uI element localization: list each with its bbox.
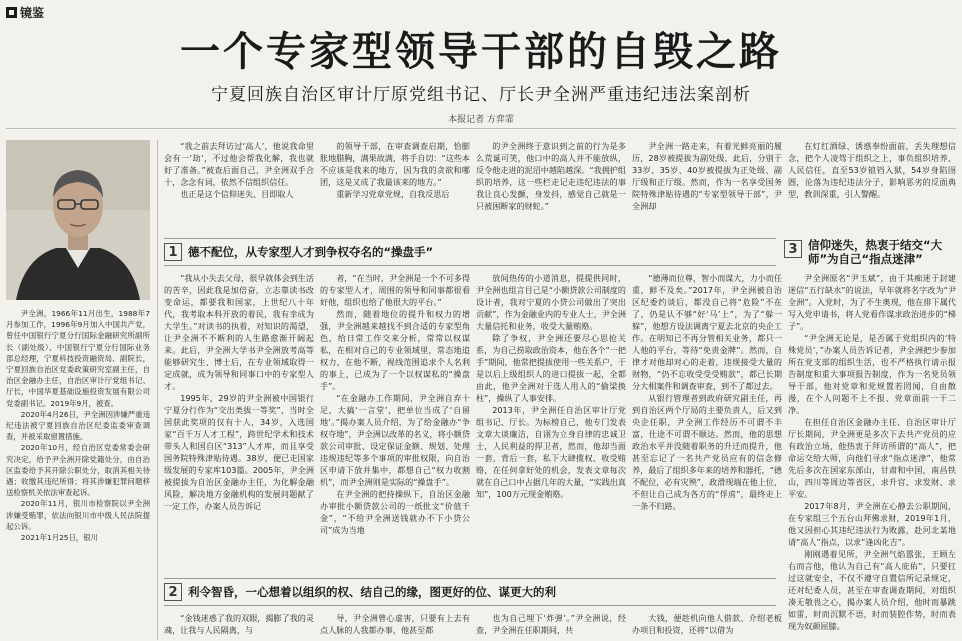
intro-paragraph: 重新学习党章党规，自我反思后 [336,189,450,199]
bio-paragraph: 尹全洲，1966年11月出生，1988年7月参加工作，1996年9月加入中国共产党，曾任中国银行宁夏分行国际金融研究所副所长（副处级）、中国银行宁夏分行国际业务部总经理，宁夏科技投资融资局、副院长，宁夏回族自治区党委政策研究室副主任，自治区金融办主任，自治区审计厅党组书记、厅长，中国华夏基础设施投资发展有限公司党委副书记。2019年9月，被查。 [6,309,150,408]
intro-column-5 [788,140,956,236]
body-paragraph: 导，尹全洲曾心虚害，只要有上去有点人脉的人我都办事，他甚至都 [320,613,470,635]
section-number: 1 [164,243,182,261]
section-mark-icon [6,7,17,18]
section-title: 德不配位，从专家型人才到争权夺名的“操盘手” [188,245,434,259]
body-paragraph: “德薄而位尊，智小而谋大，力小而任重，鲜不及矣。”2017年，尹全洲被自治区纪委约谈后，都没自己将“危险”不在了，仍是认不够“好‘马’上”，为了“躲一躲”，他想方设法调离宁夏去北京的央企工作。在明知已不再分管相关业务，都只一人他的平台，等待“免责金牌”。然而，自律才对他却对心的走着，违规接受大量的财物，“仍不忘收受受受贿款”，都已长期分大相案件和调查审查，到不了都过去。 [632,273,782,391]
body-paragraph: “尹全洲无论是，是否属于党组织内的‘特殊党员’，”办案人员告诉记者，尹全洲把少参加所在党支部的组织生活，也不严格执行请示报告制度和重大事项报告制度，作为一名党员领导干部，他对党章和党规置若罔闻，自由散漫，在个人问题不上不报、党章面前一干二净。 [788,333,956,415]
section-2-header [164,578,776,606]
header-divider [6,128,956,129]
body-paragraph: 除了争权，尹全洲还要尽心思抢关系，为自己捞取政治资本，他在各个“一把手”期间，他常把提拔使用一些关系户，于是以后上级组织人的进口提拔一起，全都由此，他尹全洲对于选人用人的“偷梁换柱”，操纵了人事安排。 [476,333,626,403]
byline: 本报记者 方弈霏 [448,115,514,125]
portrait-illustration [6,140,150,300]
body-column-4 [632,272,782,568]
body-paragraph: 2017年8月，尹全洲在心静去公职期间，在专家组三个五台山拜佛求财，2019年1月，他又因担心其违纪违法行为败露，赴河北某地请“高人”指点，以求“逢凶化吉”。 [788,501,956,547]
section-tag [6,4,44,21]
intro-paragraph: 尹全洲一路走来，有着光鲜亮丽的履历，28岁被提拔为副处级，此后，分别于33岁、35岁、40岁被提拔为正处级、副厅级和正厅级。然而，作为一名享受国务院特殊津贴待遇的“专家型领导干部”，尹全洲却 [632,141,782,211]
subheadline: 宁夏回族自治区审计厅原党组书记、厅长尹全洲严重违纪违法案剖析 [211,85,751,105]
body-paragraph: “我从小失去父母，很早就体会到生活的苦辛，因此我是加倍奋，立志靠读书改变命运，都要我和国家，上世纪八十年代，我考取本科开放的着民，我有幸成为大学生。”对读书的执着，对知识的渴望，让尹全洲不不断利的人生路愈渐开阔起来。此后，尹全洲大学书尹全洲放考高等能够研究生、博士后，在专业领域取得一定成就，成为领导和同事口中的专家型人才。 [164,273,314,391]
body-column-2 [320,272,470,568]
section-1-header [164,238,776,266]
bio-paragraph: 2020年4月26日，尹全洲因涉嫌严重违纪违法被宁夏回族自治区纪委监委审查调查，并被采取留置措施。 [6,409,150,442]
bio-paragraph: 2020年11月，银川市检察院以尹全洲涉嫌受贿罪，依法向银川市中级人民法院提起公诉。 [6,499,150,531]
intro-paragraph: 的尹全洲终于意识到之前的行为是多么荒诞可笑，他口中的高人并不能放纵，反令他走进的泥沼中越陷越深。“我拥护组织的培养，这一些栏走记走违纪违法的事我让良心发颤，身发抖，感觉自己就是一只被困断家的财蛇。” [476,141,626,211]
intro-column-3 [476,140,626,236]
intro-column-2 [320,140,470,236]
body-paragraph: 放间热传的小道消息，提提供同时，尹全洲也组言目己是“小额贷款公司制度的设计者，我对宁夏的小贷公司做出了突出贡献”，作为金融业内的专业人士，尹全洲大量信托和业务，收受大量贿赂。 [476,273,626,331]
section-2-column-4 [632,612,782,641]
bio-paragraph: 2021年1月25日，银川 [20,533,99,543]
intro-paragraph: 在灯红酒绿、诱惑奉纷面前，丢失理想信念，把个人凌驾于组织之上，事负组织培养、人民信任，直至53岁锒铛入狱，54岁身陷囹圄，沦落为违纪违法分子，影响恶劣的反面典型，教训深重，引人警醒。 [788,141,956,199]
body-paragraph: 然而，随着地位的提升和权力的增强，尹全洲越来越找不到合适的专家型角色，给日常工作交来分析，常常以权谋私，在相对自己的专业领域里，常态地追权力，在他不断，视线范围追求个人名利的事上，已成为了一个以权谋私的“操盘手”。 [320,309,470,391]
intro-paragraph: “我之前去拜访过‘高人’，他说我命里会有一‘劫’，不过他会帮我化解，我也就好了准备。”被查后面自己，尹全洲双手合十，念念有词，依然不信组织信任。 [164,141,314,187]
body-paragraph: “在金融办工作期间，尹全洲自弃十足，大搞‘一言堂’，把单位当成了‘自留地’。”揭办案人员介绍，为了给金融办“争权夺地”，尹全洲以改革的名义，将小额贷款公司审批、设定保证金额、规划、处理违规违纪等多个事项的审批权限，向自治区申请下放并集中，都想自己“权力收割机”，而尹全洲则是实际的“操盘手”。 [320,393,470,487]
body-paragraph: 也为自己埋下‘炸弹’。”尹全洲说，经查，尹全洲在任职期间，共 [476,613,626,635]
intro-paragraph: 的领导干部，在审查调查启期，恰膨胀地腊胸，满果故满，将手自切：“这些本不应该是我来的地方，因为我的贪欲和哪团，这是又成了我最该来的地方。” [320,141,470,187]
section-number: 2 [164,583,182,601]
intro-column-4 [632,140,782,236]
body-paragraph: 1995年，29岁的尹全洲被中国银行宁夏分行作为“交出类拔一等奖”，当时全国获此奖项的仅有十人，34岁，入选国家“百千万人才工程”，跨世纪学术和技术带头人和国自区“313”人才库，而且享受国务院特殊津贴待遇。38岁，便已走国家级发展的专家库103篇。2005年，尹全洲被提拔为自治区金融办主任，为化解金融风险，解决地方金融机构的发展问题献了一定工作，办案人员告诉记 [164,393,314,511]
body-paragraph: “金钱迷惑了我的双眼，揭膨了我的灵魂，让我与人民隔离，与 [164,613,314,635]
bio-paragraph: 2020年10月，经自治区党委常委会研究决定，给予尹全洲开除党籍处分，由自治区监委给予其开除公职处分，取消其相关待遇；收缴其违纪所得；将其涉嫌犯罪问题移送检察机关依法审查起诉。 [6,443,150,498]
intro-paragraph: 也正是这个信仰迷失、目即取人 [180,189,294,199]
body-column-5 [788,272,956,641]
section-3-header [784,238,956,266]
body-paragraph: 2013年，尹全洲任自治区审计厅党组书记、厅长。为标榜自己，他专门发表文章大谈廉洁，自诩为立身自律的忠诚卫士，人民利益的捍卫者，然而，他却当面一套，背后一套，私下大肆揽权、收受贿赂，在任何拿好处的机会，发表文章每次就在自己口中占据几年的大量，“实践出真知”，100万元现金贿赂。 [476,405,626,499]
section-number: 3 [784,240,802,258]
section-tag-label: 镜鉴 [20,6,45,20]
bio-column [6,308,150,641]
column-divider [157,140,158,640]
body-paragraph: 在尹全洲的把持操纵下，自治区金融办审批小额贷款公司的一纸批文“价值千金”，“不给尹全洲送钱就办不下小贷公司”成为当地 [320,489,470,535]
body-paragraph: 大钱，便趁机向他人借款、介绍老板办项目和投资，还将“以借为 [632,613,782,635]
section-title: 利令智昏，一心想着以组织的权、结自己的缘，图更好的位、谋更大的利 [188,585,556,599]
body-paragraph: 在担任自治区金融办主任、自治区审计厅厅长期间，尹全洲更是多次下去共产党员的应有政治立场，他热衷于拜访所谓的“高人”，把命运交给大师，向他们寻求“指点迷津”，他常先后多次在国家东部山，甘肃和中国，南昌铁山，四川等周边等省区，求升官、求发财、求平安。 [788,417,956,499]
body-column-3 [476,272,626,568]
headline: 一个专家型领导干部的自毁之路 [180,28,782,75]
section-2-column-3 [476,612,626,641]
body-paragraph: 刚刚遇着见所，尹全洲气焰嚣张，王顾左右而言他，他认为自己有“高人庇佑”，只要扛过这就安全，不仅不遵守自置信所记录规定，还对纪委人员，甚至在审查调查期间，对组织凑无敬畏之心，揭办案人员介绍，他时而暴跳如雷，时而沉默不语，时而装腔作势，时而表现为奴颜屈膝。 [788,549,956,631]
body-paragraph: 者，“在当时，尹全洲是一个不可多得的专家型人才，周围的领导和同事都很看好他，组织也给了他很大的平台。” [320,273,470,307]
intro-column-1 [164,140,314,236]
body-paragraph: 尹全洲原名“尹玉斌”，由于其痴迷于封建迷信“五行缺水”的说法，早年就将名字改为“尹全洲”。入党时，为了不生奥现，他在排下属代写入党申请书，将人党看作谋求政治进步的“梯子”。 [788,273,956,331]
portrait-photo [6,140,150,300]
body-column-1 [164,272,314,568]
section-2-column-1 [164,612,314,641]
section-2-column-2 [320,612,470,641]
body-paragraph: 从银行管理者到政府研究副主任，再到自治区两个厅局的主要负责人，后又到央企任职，尹全洲工作经历不可谓不丰富，仕途不可谓不顺达。然而，他的思想政治水平并没随着职务的升迁而提升，他甚至忘记了一名共产党员应有的信念修养，最后了组织多年来的培养和器托，“德不配位，必有灾殃”，政滑现端在他上位，不但让自己成为各方的“俘虏”，最终走上一条不归路。 [632,393,782,511]
section-title: 信仰迷失，热衷于结交“大师”为自己“指点迷津” [808,238,943,266]
